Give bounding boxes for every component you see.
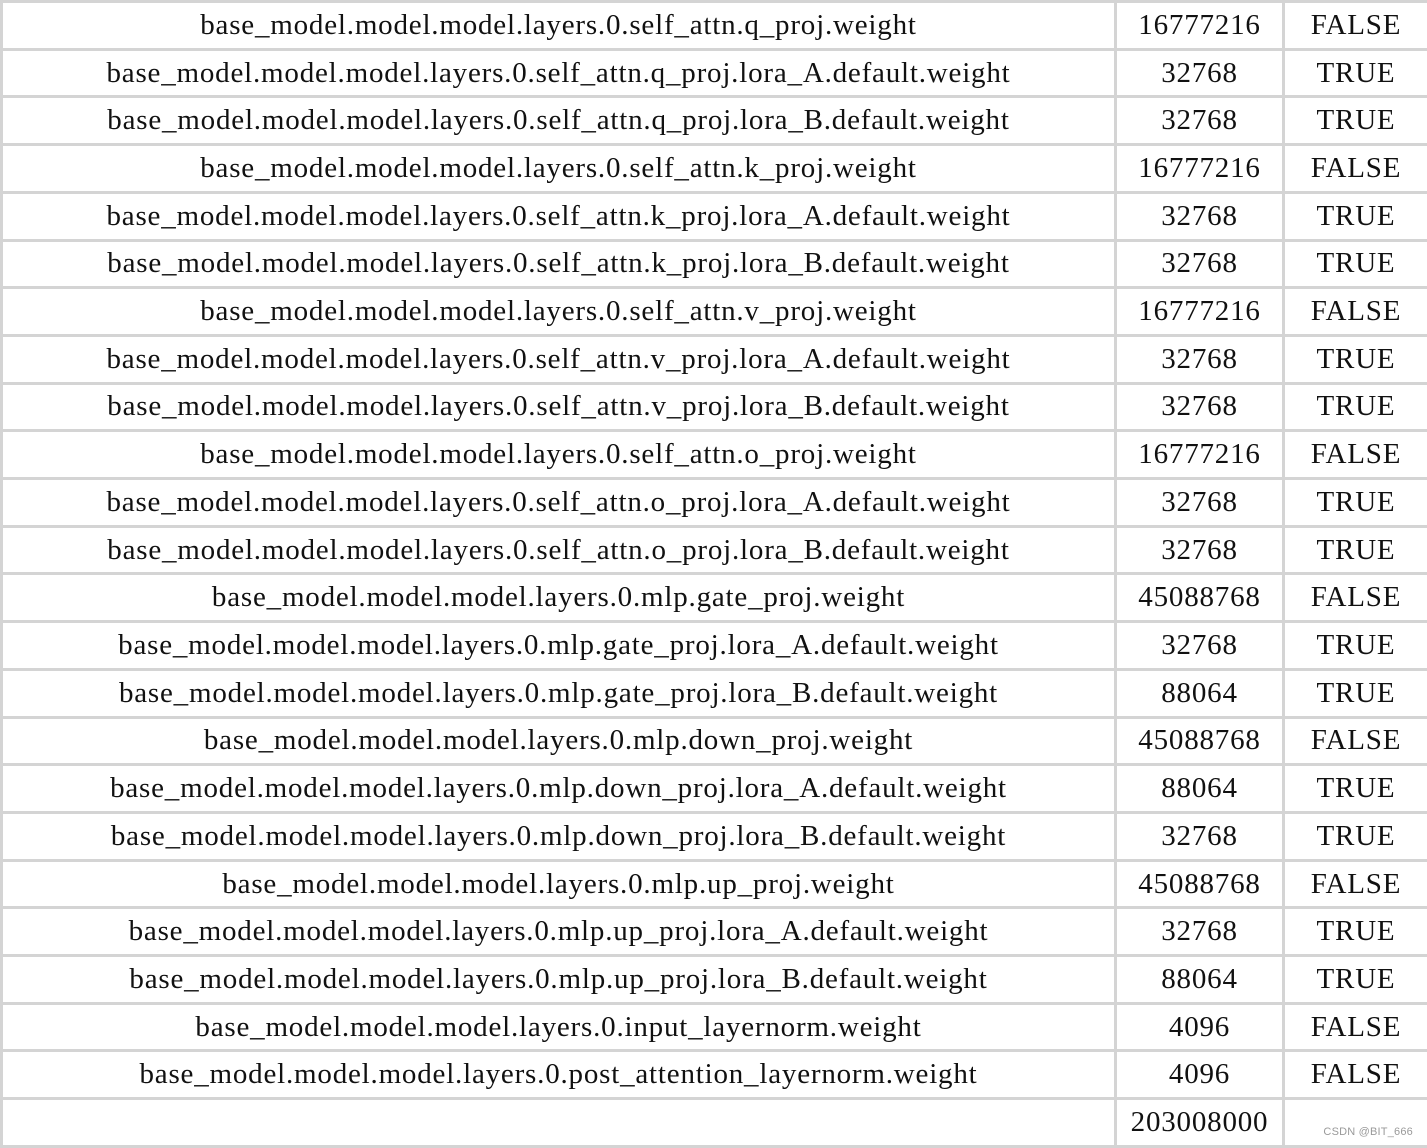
table-row	[2, 383, 1427, 431]
param-name-cell: base_model.model.model.layers.0.self_attn.q_proj.weight	[2, 2, 1116, 50]
param-name-cell: base_model.model.model.layers.0.self_attn.k_proj.lora_A.default.weight	[2, 192, 1116, 240]
param-name-cell: base_model.model.model.layers.0.mlp.gate_proj.lora_B.default.weight	[2, 669, 1116, 717]
param-name-cell: base_model.model.model.layers.0.input_layernorm.weight	[2, 1003, 1116, 1051]
param-trainable-cell: TRUE	[1284, 765, 1427, 813]
param-name-cell: base_model.model.model.layers.0.mlp.gate_proj.weight	[2, 574, 1116, 622]
param-count-cell: 88064	[1116, 956, 1284, 1004]
param-count-cell: 16777216	[1116, 288, 1284, 336]
table-row	[2, 574, 1427, 622]
param-trainable-cell: FALSE	[1284, 145, 1427, 193]
param-trainable-cell: FALSE	[1284, 574, 1427, 622]
param-name-cell: base_model.model.model.layers.0.self_attn.o_proj.lora_A.default.weight	[2, 479, 1116, 527]
param-name-cell: base_model.model.model.layers.0.mlp.up_proj.lora_B.default.weight	[2, 956, 1116, 1004]
param-trainable-cell: TRUE	[1284, 335, 1427, 383]
param-name-cell: base_model.model.model.layers.0.mlp.down_proj.weight	[2, 717, 1116, 765]
parameter-table-body	[2, 2, 1427, 1147]
param-trainable-cell: TRUE	[1284, 49, 1427, 97]
table-row	[2, 97, 1427, 145]
table-row	[2, 1003, 1427, 1051]
table-row	[2, 1051, 1427, 1099]
param-name-cell: base_model.model.model.layers.0.post_attention_layernorm.weight	[2, 1051, 1116, 1099]
param-count-cell: 45088768	[1116, 574, 1284, 622]
param-count-cell: 32768	[1116, 383, 1284, 431]
table-row	[2, 526, 1427, 574]
param-name-cell: base_model.model.model.layers.0.self_attn.q_proj.lora_B.default.weight	[2, 97, 1116, 145]
param-name-cell: base_model.model.model.layers.0.self_attn.o_proj.weight	[2, 431, 1116, 479]
param-count-cell: 45088768	[1116, 717, 1284, 765]
param-name-cell: base_model.model.model.layers.0.self_attn.k_proj.lora_B.default.weight	[2, 240, 1116, 288]
param-trainable-cell: TRUE	[1284, 240, 1427, 288]
param-trainable-cell: TRUE	[1284, 908, 1427, 956]
table-row	[2, 335, 1427, 383]
param-count-cell: 32768	[1116, 812, 1284, 860]
param-count-cell: 32768	[1116, 49, 1284, 97]
watermark: CSDN @BIT_666	[1323, 1126, 1413, 1138]
param-count-cell: 88064	[1116, 765, 1284, 813]
param-count-cell: 88064	[1116, 669, 1284, 717]
param-count-cell: 4096	[1116, 1003, 1284, 1051]
param-name-cell: base_model.model.model.layers.0.self_attn.o_proj.lora_B.default.weight	[2, 526, 1116, 574]
param-trainable-cell: TRUE	[1284, 479, 1427, 527]
table-row	[2, 49, 1427, 97]
param-trainable-cell: TRUE	[1284, 526, 1427, 574]
table-row	[2, 812, 1427, 860]
param-name-cell: base_model.model.model.layers.0.mlp.down_proj.lora_A.default.weight	[2, 765, 1116, 813]
param-count-cell: 16777216	[1116, 431, 1284, 479]
param-trainable-cell: FALSE	[1284, 717, 1427, 765]
table-row	[2, 2, 1427, 50]
param-name-cell: base_model.model.model.layers.0.self_attn.v_proj.lora_B.default.weight	[2, 383, 1116, 431]
param-name-cell: base_model.model.model.layers.0.mlp.down_proj.lora_B.default.weight	[2, 812, 1116, 860]
param-trainable-cell: TRUE	[1284, 192, 1427, 240]
table-row	[2, 288, 1427, 336]
param-name-cell: base_model.model.model.layers.0.mlp.gate_proj.lora_A.default.weight	[2, 622, 1116, 670]
param-count-cell: 32768	[1116, 622, 1284, 670]
table-row	[2, 431, 1427, 479]
param-trainable-cell: FALSE	[1284, 288, 1427, 336]
total-label-cell	[2, 1099, 1116, 1147]
table-row	[2, 717, 1427, 765]
param-name-cell: base_model.model.model.layers.0.mlp.up_proj.lora_A.default.weight	[2, 908, 1116, 956]
param-count-cell: 32768	[1116, 97, 1284, 145]
total-count-cell: 203008000	[1116, 1099, 1284, 1147]
param-count-cell: 32768	[1116, 526, 1284, 574]
table-row	[2, 908, 1427, 956]
param-count-cell: 16777216	[1116, 2, 1284, 50]
param-trainable-cell: FALSE	[1284, 1051, 1427, 1099]
param-name-cell: base_model.model.model.layers.0.self_attn.v_proj.weight	[2, 288, 1116, 336]
table-row	[2, 145, 1427, 193]
param-trainable-cell: FALSE	[1284, 1003, 1427, 1051]
total-trainable-cell	[1284, 1099, 1427, 1147]
param-count-cell: 32768	[1116, 192, 1284, 240]
table-row	[2, 765, 1427, 813]
table-row	[2, 240, 1427, 288]
table-row	[2, 956, 1427, 1004]
param-count-cell: 32768	[1116, 908, 1284, 956]
param-count-cell: 32768	[1116, 335, 1284, 383]
param-count-cell: 4096	[1116, 1051, 1284, 1099]
table-row	[2, 669, 1427, 717]
param-trainable-cell: FALSE	[1284, 2, 1427, 50]
param-name-cell: base_model.model.model.layers.0.self_attn.v_proj.lora_A.default.weight	[2, 335, 1116, 383]
param-name-cell: base_model.model.model.layers.0.self_attn.k_proj.weight	[2, 145, 1116, 193]
param-count-cell: 45088768	[1116, 860, 1284, 908]
param-trainable-cell: TRUE	[1284, 956, 1427, 1004]
param-trainable-cell: FALSE	[1284, 431, 1427, 479]
param-name-cell: base_model.model.model.layers.0.mlp.up_proj.weight	[2, 860, 1116, 908]
param-trainable-cell: TRUE	[1284, 812, 1427, 860]
param-count-cell: 16777216	[1116, 145, 1284, 193]
param-trainable-cell: TRUE	[1284, 669, 1427, 717]
param-trainable-cell: TRUE	[1284, 97, 1427, 145]
param-count-cell: 32768	[1116, 240, 1284, 288]
table-row	[2, 622, 1427, 670]
param-trainable-cell: TRUE	[1284, 383, 1427, 431]
table-row	[2, 479, 1427, 527]
param-count-cell: 32768	[1116, 479, 1284, 527]
table-row	[2, 192, 1427, 240]
total-row	[2, 1099, 1427, 1147]
param-trainable-cell: FALSE	[1284, 860, 1427, 908]
table-row	[2, 860, 1427, 908]
param-name-cell: base_model.model.model.layers.0.self_attn.q_proj.lora_A.default.weight	[2, 49, 1116, 97]
param-trainable-cell: TRUE	[1284, 622, 1427, 670]
